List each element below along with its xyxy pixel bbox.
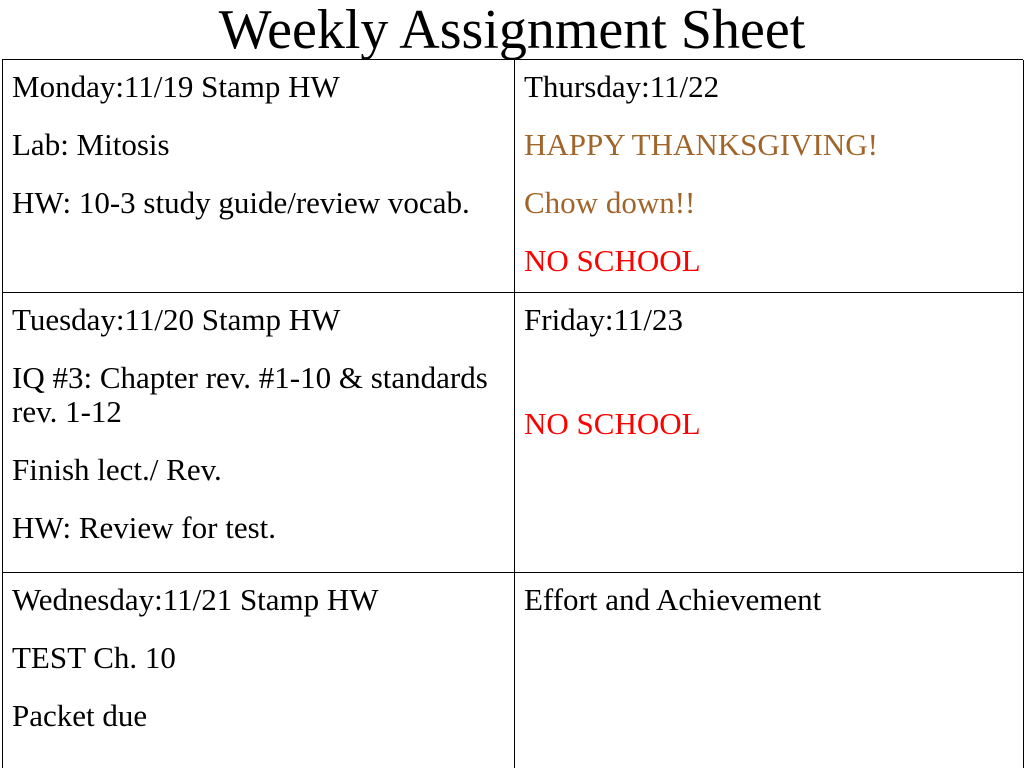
thursday-chow-down: Chow down!! [524,185,696,220]
friday-no-school: NO SCHOOL [524,406,701,441]
tuesday-iq: IQ #3: Chapter rev. #1-10 & standards rev. 1-12 [12,360,488,429]
tuesday-heading: Tuesday:11/20 Stamp HW [12,302,341,337]
cell-tuesday [3,293,515,573]
thursday-no-school: NO SCHOOL [524,243,701,278]
monday-heading: Monday:11/19 Stamp HW [12,69,340,104]
wednesday-heading: Wednesday:11/21 Stamp HW [12,582,379,617]
cell-thursday [515,60,1024,293]
cell-wednesday [3,573,515,768]
tuesday-finish-lecture: Finish lect./ Rev. [12,452,222,487]
wednesday-test: TEST Ch. 10 [12,640,176,675]
monday-hw: HW: 10-3 study guide/review vocab. [12,185,470,220]
effort-heading: Effort and Achievement [524,582,822,617]
friday-heading: Friday:11/23 [524,302,684,337]
thursday-heading: Thursday:11/22 [524,69,720,104]
friday-spacer [524,361,1015,407]
assignment-table [2,59,1023,768]
monday-lab: Lab: Mitosis [12,127,170,162]
thursday-holiday-message: HAPPY THANKSGIVING! [524,127,878,162]
cell-effort [515,573,1024,768]
cell-friday [515,293,1024,573]
cell-monday [3,60,515,293]
wednesday-packet: Packet due [12,698,148,733]
tuesday-hw: HW: Review for test. [12,510,276,545]
page-title: Weekly Assignment Sheet [218,0,806,61]
